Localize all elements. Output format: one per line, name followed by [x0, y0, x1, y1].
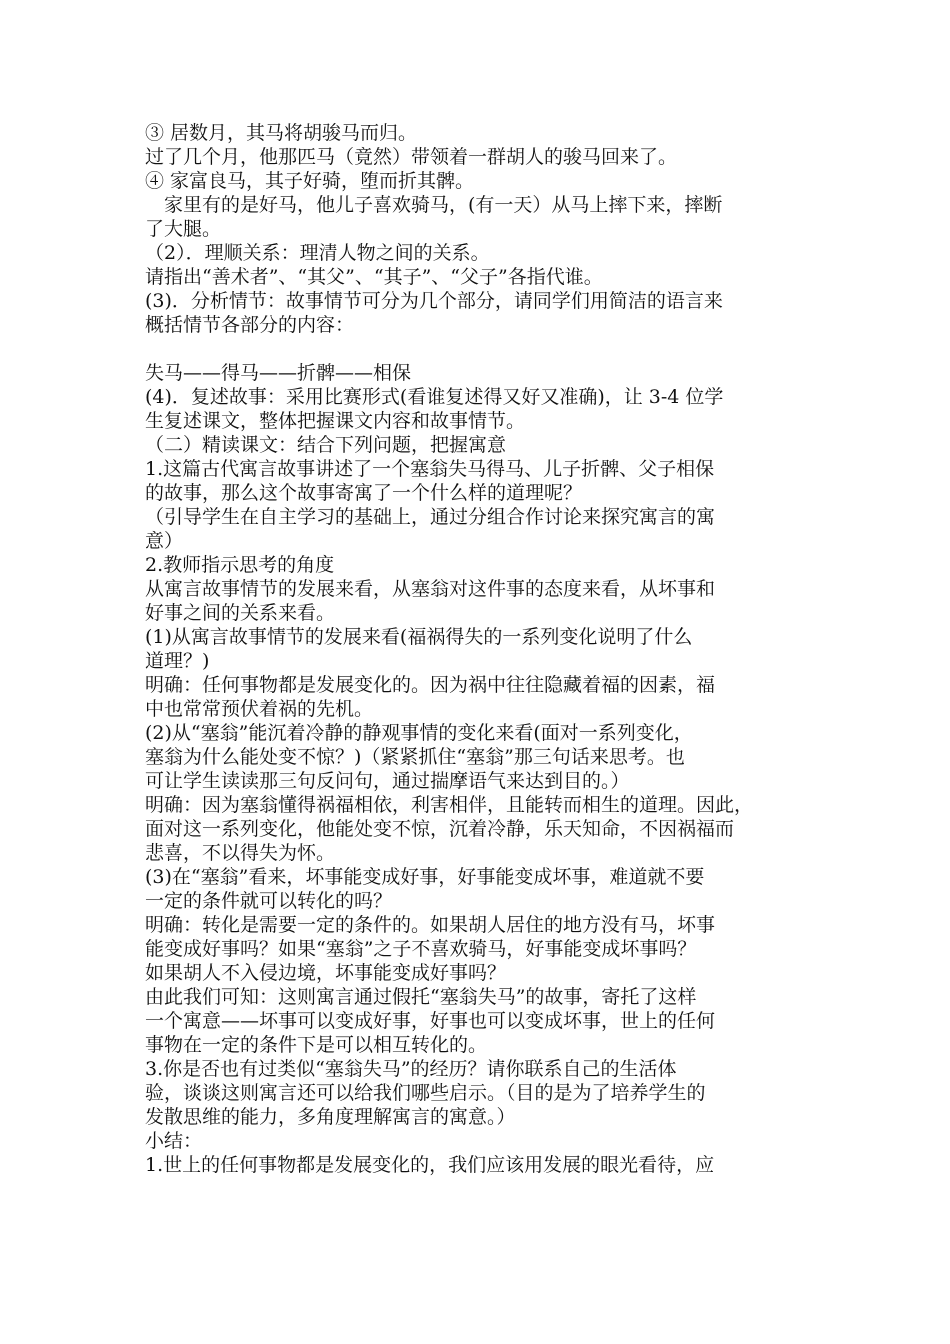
text-line: 的故事，那么这个故事寄寓了一个什么样的道理呢？: [145, 482, 583, 504]
text-line: 面对这一系列变化，他能处变不惊，沉着冷静，乐天知命，不因祸福而: [145, 818, 735, 840]
text-line: 能变成好事吗？如果“塞翁”之子不喜欢骑马，好事能变成坏事吗？: [145, 938, 697, 960]
text-line: （引导学生在自主学习的基础上，通过分组合作讨论来探究寓言的寓: [145, 506, 716, 528]
text-line: 一个寓意——坏事可以变成好事，好事也可以变成坏事，世上的任何: [145, 1010, 716, 1032]
text-line: （2）．理顺关系：理清人物之间的关系。: [145, 242, 490, 264]
text-line: 可让学生读读那三句反问句，通过揣摩语气来达到目的。）: [145, 770, 630, 792]
text-line: 明确：任何事物都是发展变化的。因为祸中往往隐藏着福的因素，福: [145, 674, 716, 696]
text-line: (1)从寓言故事情节的发展来看(福祸得失的一系列变化说明了什么: [145, 626, 693, 648]
text-line: 请指出“善术者”、“其父”、“其子”、“父子”各指代谁。: [145, 266, 603, 288]
text-line: (3)．分析情节：故事情节可分为几个部分，请同学们用简洁的语言来: [145, 290, 723, 312]
text-line: 由此我们可知：这则寓言通过假托“塞翁失马”的故事，寄托了这样: [145, 986, 697, 1008]
text-line: (3)在“塞翁”看来，坏事能变成好事，好事能变成坏事，难道就不要: [145, 866, 705, 888]
text-line: 家里有的是好马，他儿子喜欢骑马，(有一天）从马上摔下来，摔断: [145, 194, 723, 216]
text-line: ④ 家富良马，其子好骑，堕而折其髀。: [145, 170, 475, 192]
text-line: 明确：转化是需要一定的条件的。如果胡人居住的地方没有马，坏事: [145, 914, 716, 936]
text-line: 从寓言故事情节的发展来看，从塞翁对这件事的态度来看，从坏事和: [145, 578, 716, 600]
text-line: 道理？): [145, 650, 210, 672]
text-line: 失马——得马——折髀——相保: [145, 362, 412, 384]
text-line: 过了几个月，他那匹马（竟然）带领着一群胡人的骏马回来了。: [145, 146, 678, 168]
text-line: 塞翁为什么能处变不惊？)（紧紧抓住“塞翁”那三句话来思考。也: [145, 746, 685, 768]
text-line: 意）: [145, 530, 184, 552]
text-line: 概括情节各部分的内容：: [145, 314, 355, 336]
text-line: 2.教师指示思考的角度: [145, 554, 335, 576]
text-line: 明确：因为塞翁懂得祸福相依，利害相伴，且能转而相生的道理。因此，: [145, 794, 754, 816]
text-line: 一定的条件就可以转化的吗？: [145, 890, 393, 912]
text-line: 如果胡人不入侵边境，坏事能变成好事吗？: [145, 962, 507, 984]
text-line: 悲喜，不以得失为怀。: [145, 842, 336, 864]
text-line: 3.你是否也有过类似“塞翁失马”的经历？请你联系自己的生活体: [145, 1058, 677, 1080]
text-line: 小结：: [145, 1130, 203, 1152]
text-line: 中也常常预伏着祸的先机。: [145, 698, 374, 720]
text-line: 事物在一定的条件下是可以相互转化的。: [145, 1034, 488, 1056]
text-line: 发散思维的能力，多角度理解寓言的寓意。）: [145, 1106, 516, 1128]
blank-line: [145, 337, 815, 361]
document-body: [145, 121, 815, 1177]
text-line: 生复述课文，整体把握课文内容和故事情节。: [145, 410, 526, 432]
text-line: 了大腿。: [145, 218, 222, 240]
text-line: 1.世上的任何事物都是发展变化的，我们应该用发展的眼光看待，应: [145, 1154, 715, 1176]
text-line: (2)从“塞翁”能沉着冷静的静观事情的变化来看(面对一系列变化，: [145, 722, 693, 744]
text-line: 好事之间的关系来看。: [145, 602, 336, 624]
text-line: ③ 居数月，其马将胡骏马而归。: [145, 122, 418, 144]
text-line: 1.这篇古代寓言故事讲述了一个塞翁失马得马、儿子折髀、父子相保: [145, 458, 715, 480]
text-line: 验，谈谈这则寓言还可以给我们哪些启示。（目的是为了培养学生的: [145, 1082, 706, 1104]
section-heading: （二）精读课文：结合下列问题，把握寓意: [145, 434, 507, 456]
text-line: (4)．复述故事：采用比赛形式(看谁复述得又好又准确)，让 3-4 位学: [145, 386, 724, 408]
